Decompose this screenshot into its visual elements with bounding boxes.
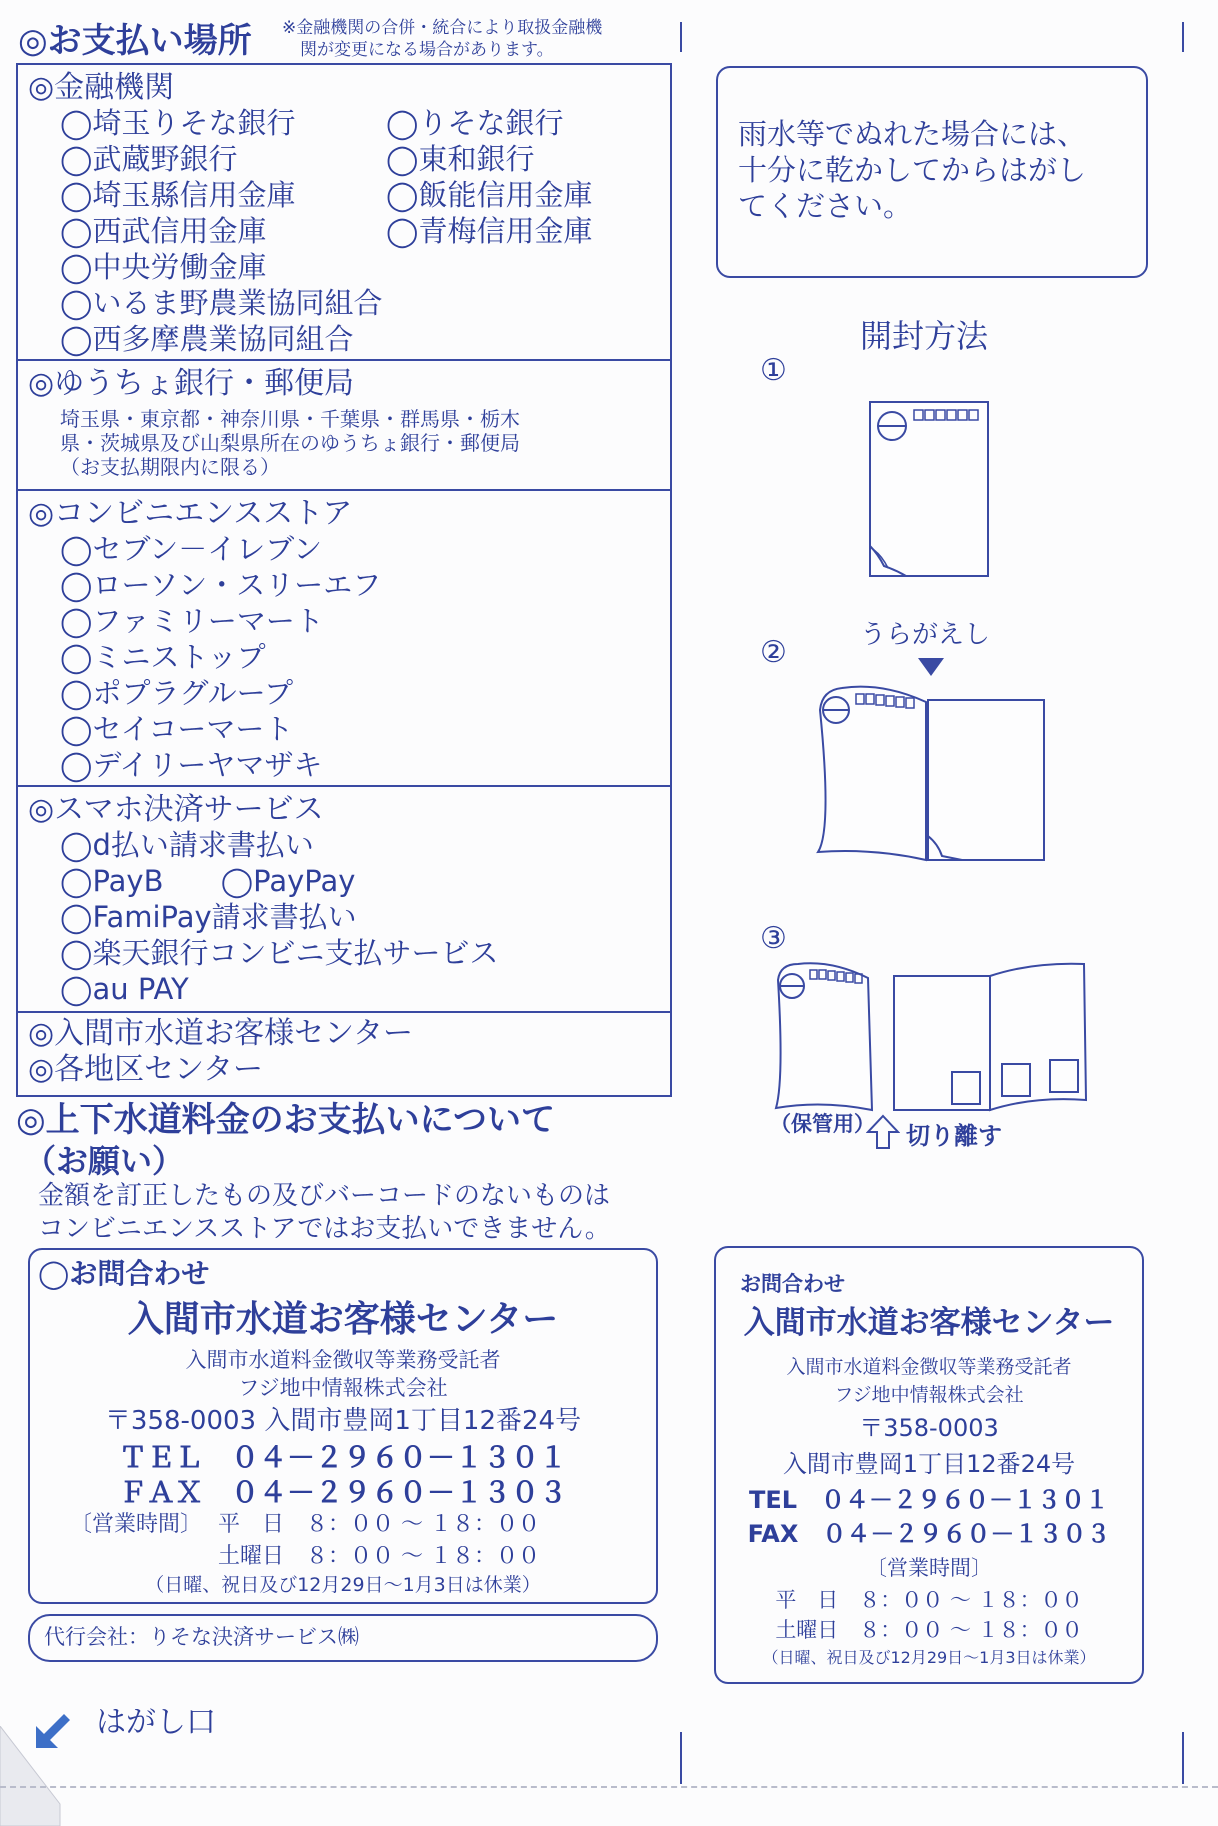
- contact-tel: ＴＥＬ ０４－２９６０－１３０１: [118, 1441, 567, 1474]
- smartphone-heading: ◎スマホ決済サービス: [28, 792, 324, 827]
- contact-company: フジ地中情報株式会社: [238, 1376, 448, 1400]
- smartphone-list: [60, 827, 498, 1007]
- peel-corner-decoration: [0, 1726, 70, 1826]
- payment-places-title: ◎お支払い場所: [18, 21, 252, 61]
- convenience-list: [60, 531, 381, 783]
- convenience-heading: ◎コンビニエンスストア: [28, 496, 353, 531]
- convenience-item: ◯ローソン・スリーエフ: [60, 568, 382, 602]
- contact-heading: ◯お問合わせ: [38, 1257, 210, 1290]
- bottom-cut-line: [0, 1786, 1218, 1788]
- contact-right-closed: （日曜、祝日及び12月29日～1月3日は休業）: [762, 1648, 1096, 1667]
- payment-places-note-2: 関が変更になる場合があります。: [300, 40, 554, 60]
- financial-item: ◯武蔵野銀行: [60, 142, 238, 176]
- financial-item: ◯飯能信用金庫: [386, 178, 593, 212]
- step-2-open-postcard-illustration: [812, 680, 1048, 864]
- financial-item: ◯埼玉縣信用金庫: [60, 178, 296, 212]
- contact-right-tel: TEL ０４－２９６０－１３０１: [748, 1486, 1110, 1514]
- financial-item: ◯いるま野農業協同組合: [60, 286, 383, 320]
- convenience-item: ◯ミニストップ: [60, 640, 266, 674]
- keep-label: （保管用）: [770, 1112, 875, 1136]
- yucho-line-2: 県・茨城県及び山梨県所在のゆうちょ銀行・郵便局: [60, 431, 520, 455]
- request-subtitle: （お願い）: [24, 1142, 185, 1180]
- contact-right-center-name: 入間市水道お客様センター: [743, 1305, 1115, 1341]
- contact-saturday: 土曜日 ８：００ ～ １８：００: [218, 1544, 540, 1569]
- cut-label: 切り離す: [906, 1122, 1002, 1150]
- contact-right-hours-label: 〔営業時間〕: [866, 1556, 992, 1580]
- contact-weekday: 平 日 ８：００ ～ １８：００: [218, 1512, 540, 1537]
- financial-item: ◯りそな銀行: [386, 106, 564, 140]
- convenience-item: ◯ポプラグループ: [60, 676, 294, 710]
- smartphone-item: ◯d払い請求書払い: [60, 828, 314, 862]
- convenience-item: ◯セブン－イレブン: [60, 532, 323, 566]
- center-item: ◎各地区センター: [28, 1052, 263, 1087]
- smartphone-item: ◯PayB: [60, 864, 164, 898]
- right-guide-line: [1182, 1732, 1184, 1784]
- request-title: ◎上下水道料金のお支払いについて: [16, 1100, 555, 1140]
- financial-heading: ◎金融機関: [28, 70, 175, 105]
- financial-list-left: [60, 105, 382, 357]
- payment-places-note-1: ※金融機関の合併・統合により取扱金融機: [282, 18, 603, 38]
- financial-item: ◯西武信用金庫: [60, 214, 267, 248]
- financial-item: ◯青梅信用金庫: [386, 214, 593, 248]
- convenience-item: ◯デイリーヤマザキ: [60, 748, 323, 782]
- request-line-1: 金額を訂正したもの及びバーコードのないものは: [38, 1181, 611, 1211]
- contact-hours-label: 〔営業時間〕: [70, 1512, 203, 1537]
- yucho-line-3: （お支払期限内に限る）: [60, 455, 280, 479]
- contact-right-contractor: 入間市水道料金徴収等業務受託者: [786, 1356, 1072, 1378]
- contact-right-heading: お問合わせ: [740, 1272, 845, 1296]
- section-divider: [18, 489, 670, 491]
- request-line-2: コンビニエンスストアではお支払いできません。: [38, 1214, 611, 1244]
- convenience-item: ◯セイコーマート: [60, 712, 294, 746]
- center-item: ◎入間市水道お客様センター: [28, 1016, 413, 1051]
- contact-right-company: フジ地中情報株式会社: [834, 1384, 1024, 1406]
- agent-text: 代行会社：りそな決済サービス㈱: [44, 1625, 359, 1649]
- financial-item: ◯西多摩農業協同組合: [60, 322, 354, 356]
- agent-box: [28, 1614, 658, 1662]
- contact-right-fax: FAX ０４－２９６０－１３０３: [747, 1520, 1111, 1548]
- payment-places-box: [16, 63, 672, 1097]
- header-divider: [680, 22, 682, 52]
- step-3-separated-postcard-illustration: [772, 960, 1092, 1116]
- opening-title: 開封方法: [860, 317, 989, 355]
- step-2-label: うらがえし: [860, 620, 991, 650]
- contact-fax: ＦＡＸ ０４－２９６０－１３０３: [118, 1476, 567, 1509]
- contact-right-weekday: 平 日 ８：００ ～ １８：００: [775, 1588, 1083, 1612]
- yucho-line-1: 埼玉県・東京都・神奈川県・千葉県・群馬県・栃木: [60, 407, 520, 431]
- contact-address: 〒358-0003 入間市豊岡1丁目12番24号: [104, 1406, 582, 1436]
- financial-item: ◯東和銀行: [386, 142, 535, 176]
- right-guide-line: [1182, 22, 1184, 52]
- rain-note-line-3: てください。: [738, 189, 913, 223]
- yucho-heading: ◎ゆうちょ銀行・郵便局: [28, 366, 355, 401]
- smartphone-item-row: [60, 863, 498, 899]
- bottom-guide-line: [680, 1732, 682, 1784]
- cut-arrow-icon: [866, 1114, 900, 1150]
- rain-note-box: [716, 66, 1148, 278]
- convenience-item: ◯ファミリーマート: [60, 604, 324, 638]
- step-3-number: ③: [760, 921, 787, 956]
- contact-right-postal: 〒358-0003: [859, 1414, 999, 1442]
- smartphone-item: ◯楽天銀行コンビニ支払サービス: [60, 936, 499, 970]
- contact-center-name: 入間市水道お客様センター: [127, 1299, 559, 1340]
- financial-list-right: [386, 105, 592, 249]
- smartphone-item: ◯au PAY: [60, 972, 189, 1006]
- contact-closed: （日曜、祝日及び12月29日～1月3日は休業）: [145, 1574, 541, 1596]
- peel-label: はがし口: [96, 1705, 216, 1740]
- contact-box-right: [714, 1246, 1144, 1684]
- section-divider: [18, 785, 670, 787]
- rain-note-line-2: 十分に乾かしてからはがし: [738, 153, 1087, 187]
- contact-right-saturday: 土曜日 ８：００ ～ １８：００: [775, 1618, 1083, 1642]
- contact-contractor: 入間市水道料金徴収等業務受託者: [185, 1348, 501, 1372]
- step-1-postcard-illustration: [866, 398, 992, 580]
- contact-box-left: [28, 1248, 658, 1604]
- step-2-number: ②: [760, 635, 787, 670]
- rain-note-line-1: 雨水等でぬれた場合には、: [738, 117, 1087, 151]
- smartphone-item: ◯FamiPay請求書払い: [60, 900, 357, 934]
- smartphone-item: ◯PayPay: [220, 864, 356, 898]
- section-divider: [18, 1011, 670, 1013]
- step-2-arrow-icon: [916, 656, 946, 678]
- section-divider: [18, 359, 670, 361]
- financial-item: ◯埼玉りそな銀行: [60, 106, 296, 140]
- financial-item: ◯中央労働金庫: [60, 250, 267, 284]
- step-1-number: ①: [760, 353, 787, 388]
- contact-right-address: 入間市豊岡1丁目12番24号: [782, 1450, 1076, 1478]
